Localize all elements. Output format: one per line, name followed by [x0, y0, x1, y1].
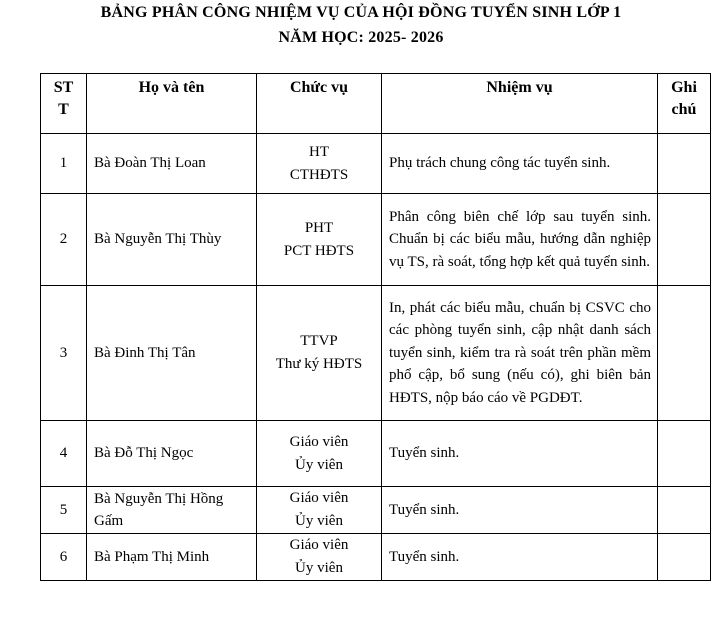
- row-stt: 4: [41, 421, 87, 487]
- table-row: [41, 286, 711, 421]
- row-stt: 2: [41, 194, 87, 286]
- row-task: [382, 487, 658, 534]
- table-row: [41, 487, 711, 534]
- row-name: Bà Đinh Thị Tân: [87, 286, 257, 421]
- row-role: [257, 286, 382, 421]
- header-stt-line1: ST: [53, 79, 74, 96]
- header-role: Chức vụ: [257, 74, 382, 134]
- row-task: [382, 534, 658, 581]
- row-task-text: Phụ trách chung công tác tuyển sinh.: [389, 155, 611, 172]
- row-name: Bà Nguyễn Thị Thùy: [87, 194, 257, 286]
- row-task-text: Tuyển sinh.: [389, 501, 460, 518]
- row-role-line2: Ủy viên: [295, 513, 343, 529]
- table-header-row: [41, 74, 711, 134]
- header-note: [658, 74, 711, 134]
- table-row: [41, 194, 711, 286]
- document-title: BẢNG PHÂN CÔNG NHIỆM VỤ CỦA HỘI ĐỒNG TUYỂN SINH LỚP 1: [100, 4, 622, 21]
- row-role-line2: PCT HĐTS: [283, 242, 355, 259]
- table-row: [41, 134, 711, 194]
- row-stt: 1: [41, 134, 87, 194]
- row-role-line1: Giáo viên: [289, 537, 349, 553]
- row-task: [382, 421, 658, 487]
- row-role-line1: TTVP: [300, 333, 338, 349]
- table-row: [41, 534, 711, 581]
- row-note: [658, 487, 711, 534]
- row-role-line1: HT: [309, 143, 329, 160]
- row-role-line1: Giáo viên: [289, 433, 349, 450]
- row-role-line2: Ủy viên: [295, 560, 343, 576]
- row-stt: 3: [41, 286, 87, 421]
- row-task-text: Tuyển sinh.: [389, 548, 460, 565]
- header-note-line2: chú: [671, 101, 697, 118]
- row-task-text: Tuyển sinh.: [389, 445, 460, 462]
- row-note: [658, 421, 711, 487]
- row-stt: 6: [41, 534, 87, 581]
- header-note-line1: Ghi: [671, 79, 697, 96]
- row-stt: 5: [41, 487, 87, 534]
- row-note: [658, 134, 711, 194]
- row-task: [382, 134, 658, 194]
- row-role: [257, 534, 382, 581]
- row-name: Bà Phạm Thị Minh: [87, 534, 257, 581]
- row-note: [658, 286, 711, 421]
- row-name: Bà Đoàn Thị Loan: [87, 134, 257, 194]
- row-task: [382, 194, 658, 286]
- row-role: [257, 194, 382, 286]
- row-name: [87, 487, 257, 534]
- row-role-line1: PHT: [304, 219, 334, 236]
- row-task-text: Phân công biên chế lớp sau tuyển sinh. Chuẩn bị các biểu mẫu, hướng dẫn nghiệp vụ TS, rà soát, tổng hợp kết quả tuyển sinh.: [389, 208, 651, 270]
- school-year: NĂM HỌC: 2025- 2026: [278, 29, 444, 46]
- header-stt: [41, 74, 87, 134]
- row-role: [257, 421, 382, 487]
- row-note: [658, 194, 711, 286]
- table-row: [41, 421, 711, 487]
- row-role-line2: Ủy viên: [295, 456, 343, 473]
- assignment-table: [40, 73, 711, 581]
- row-name-text: Bà Nguyễn Thị Hồng Gấm: [94, 491, 224, 529]
- header-task: Nhiệm vụ: [382, 74, 658, 134]
- header-stt-line2: T: [58, 101, 69, 118]
- row-task: [382, 286, 658, 421]
- row-role-line1: Giáo viên: [289, 490, 349, 506]
- row-task-text: In, phát các biểu mẫu, chuẩn bị CSVC cho các phòng tuyển sinh, cập nhật danh sách tuyển sinh, kiểm tra rà soát trên phần mềm phổ cập, bổ sung (nếu có), ghi biên bản HĐTS, nộp báo cáo về PGDĐT.: [389, 299, 651, 406]
- row-note: [658, 534, 711, 581]
- row-name: Bà Đỗ Thị Ngọc: [87, 421, 257, 487]
- row-role: [257, 134, 382, 194]
- row-role-line2: Thư ký HĐTS: [275, 356, 363, 372]
- row-role: [257, 487, 382, 534]
- row-role-line2: CTHĐTS: [289, 166, 349, 183]
- header-name: Họ và tên: [87, 74, 257, 134]
